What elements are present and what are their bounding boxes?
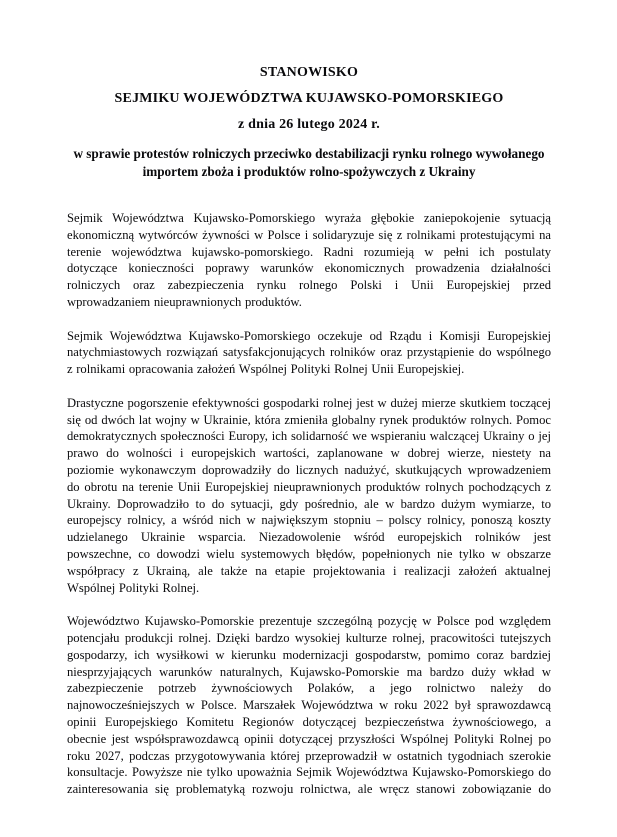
document-subject: w sprawie protestów rolniczych przeciwko destabilizacji rynku rolnego wywołanego importem zboża i produktów rolno-spożywczych z Ukrainy — [73, 146, 545, 179]
document-header — [67, 60, 551, 180]
document-issuer: SEJMIKU WOJEWÓDZTWA KUJAWSKO-POMORSKIEGO — [114, 91, 504, 106]
paragraph-war-impact: Drastyczne pogorszenie efektywności gospodarki rolnej jest w dużej mierze skutkiem toczącej się od dwóch lat wojny w Ukrainie, która zmieniła globalny rynek produktów rolnych. Pomoc demokratycznych społeczności Europy, ich solidarność we wspieraniu walczącej Ukrainy o jej prawo do wolności i europejskich wartości, zaplanowane w dobrej wierze, niestety na poziomie wykonawczym doprowadziły do licznych nadużyć, skutkujących wprowadzeniem do obrotu na terenie Unii Europejskiej nieuprawnionych produktów rolnych pochodzących z Ukrainy. Doprowadziło to do sytuacji, gdy pośrednio, ale w bardzo dużym wymiarze, to europejscy rolnicy, a wśród nich w największym stopniu – polscy rolnicy, ponoszą koszty udzielanego Ukrainie wsparcia. Niezadowolenie wśród europejskich rolników jest powszechne, co dowodzi wielu systemowych błędów, popełnionych nie tylko w obszarze współpracy z Ukrainą, ale także na etapie projektowania i realizacji założeń aktualnej Wspólnej Polityki Rolnej. — [67, 395, 551, 595]
document-date: z dnia 26 lutego 2024 r. — [238, 117, 380, 132]
paragraph-demands: Sejmik Województwa Kujawsko-Pomorskiego oczekuje od Rządu i Komisji Europejskiej natychmiastowych rozwiązań satysfakcjonujących rolników oraz przystąpienie do wspólnego z rolnikami opracowania założeń Wspólnej Polityki Rolnej Unii Europejskiej. — [67, 328, 551, 377]
document-body — [67, 210, 551, 798]
paragraph-region-role: Województwo Kujawsko-Pomorskie prezentuje szczególną pozycję w Polsce pod względem potencjału produkcji rolnej. Dzięki bardzo wysokiej kulturze rolnej, pracowitości tutejszych gospodarzy, ich wysiłkowi w kierunku modernizacji gospodarstw, pomimo coraz bardziej niesprzyjających warunków naturalnych, Kujawsko-Pomorskie ma bardzo duży wkład w zabezpieczenie potrzeb żywnościowych Polaków, a jego rolnictwo należy do najnowocześniejszych w Polsce. Marszałek Województwa w roku 2022 był sprawozdawcą opinii Europejskiego Komitetu Regionów dotyczącej bezpieczeństwa żywnościowego, a obecnie jest współsprawozdawcą opinii dotyczącej przyszłości Wspólnej Polityki Rolnej po roku 2027, podczas przygotowywania której przeprowadził w ostatnich tygodniach szerokie konsultacje. Powyższe nie tylko upoważnia Sejmik Województwa Kujawsko-Pomorskiego do zainteresowania się problematyką rozwoju rolnictwa, ale wręcz stanowi zobowiązanie do — [67, 614, 551, 797]
paragraph-intro: Sejmik Województwa Kujawsko-Pomorskiego wyraża głębokie zaniepokojenie sytuacją ekonomiczną wytwórców żywności w Polsce i solidaryzuje się z rolnikami protestującymi na terenie województwa kujawsko-pomorskiego. Radni rozumieją w pełni ich postulaty dotyczące konieczności poprawy warunków ekonomicznych prowadzenia działalności rolniczych oraz zabezpieczenia rynku rolnego Polski i Unii Europejskiej przed wprowadzaniem nieuprawnionych produktów. — [67, 211, 551, 309]
document-title: STANOWISKO — [259, 65, 359, 80]
